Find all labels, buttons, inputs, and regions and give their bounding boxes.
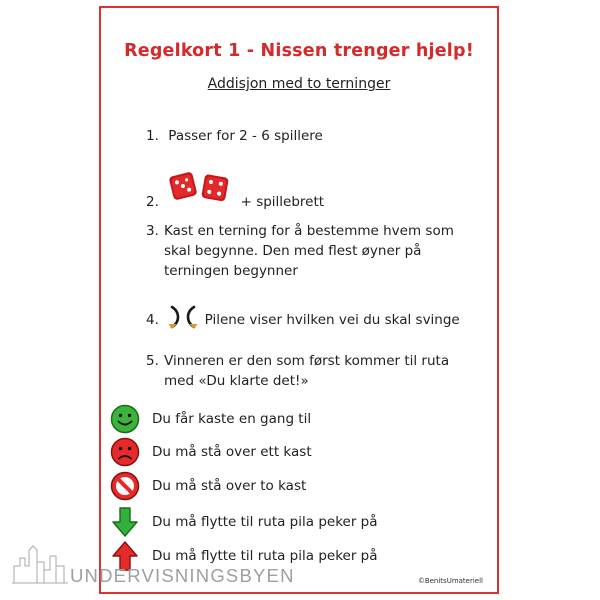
credit-text: ©BenitsUmateriell	[417, 577, 483, 585]
dice-icon	[168, 170, 232, 210]
watermark-text: UNDERVISNINGSBYEN	[70, 565, 295, 586]
rule-3-line-1: Kast en terning for å bestemme hvem som	[164, 223, 454, 239]
rule-3-line-2: skal begynne. Den med flest øyner på	[164, 243, 422, 259]
legend-item-no-entry	[109, 470, 306, 502]
rule-3	[146, 221, 491, 281]
rule-card	[99, 6, 499, 594]
card-subtitle: Addisjon med to terninger	[207, 76, 391, 92]
rule-3-number: 3.	[146, 223, 159, 239]
city-skyline-icon	[12, 544, 68, 588]
rule-5	[146, 351, 491, 391]
rule-1	[146, 126, 491, 146]
sad-face-icon	[109, 436, 141, 468]
legend-text-sad: Du må stå over ett kast	[152, 444, 312, 460]
legend-item-happy	[109, 403, 311, 435]
rule-5-line-1: Vinneren er den som først kommer til ruta	[164, 353, 450, 369]
rule-4-number: 4.	[146, 312, 159, 328]
no-entry-icon	[109, 470, 141, 502]
curved-arrows-icon	[168, 304, 198, 336]
legend-text-no-entry: Du må stå over to kast	[152, 478, 307, 494]
legend-text-arrow-down: Du må flytte til ruta pila peker på	[152, 514, 378, 530]
rule-1-text: Passer for 2 - 6 spillere	[168, 128, 323, 144]
legend-text-happy: Du får kaste en gang til	[152, 411, 312, 427]
card-title: Regelkort 1 - Nissen trenger hjelp!	[124, 41, 474, 61]
rule-5-line-2: med «Du klarte det!»	[164, 373, 309, 389]
happy-face-icon	[109, 403, 141, 435]
rule-3-line-3: terningen begynner	[164, 263, 298, 279]
rule-2	[146, 170, 491, 212]
arrow-down-icon	[109, 506, 141, 538]
watermark	[12, 548, 295, 588]
rule-4	[146, 304, 491, 336]
legend-text-arrow-up: Du må flytte til ruta pila peker på	[152, 548, 378, 564]
rule-2-text: + spillebrett	[240, 194, 325, 210]
legend-item-sad	[109, 436, 312, 468]
rule-4-text: Pilene viser hvilken vei du skal svinge	[204, 312, 460, 328]
rule-1-number: 1.	[146, 128, 159, 144]
legend-item-arrow-down	[109, 506, 378, 538]
rule-2-number: 2.	[146, 194, 159, 210]
rule-5-number: 5.	[146, 353, 159, 369]
